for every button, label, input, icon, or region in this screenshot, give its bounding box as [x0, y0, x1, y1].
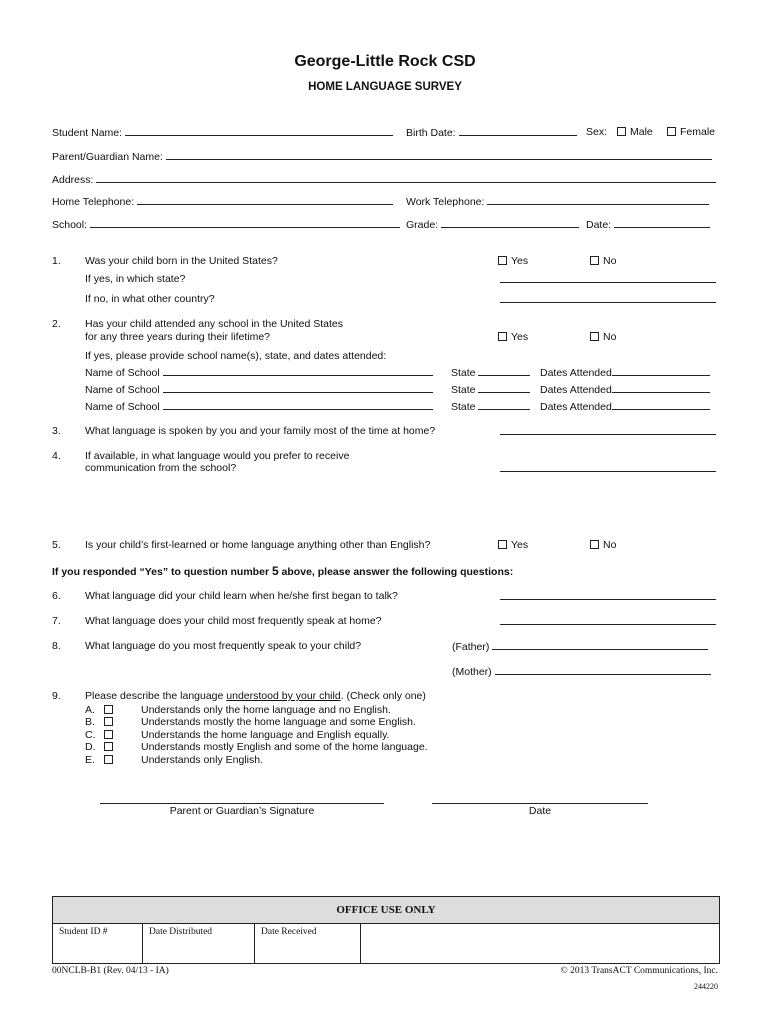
- mother-label: (Mother): [452, 666, 492, 678]
- instruction-text: If you responded “Yes” to question number 5 above, please answer the following questions:: [52, 564, 514, 578]
- q1-sub-state: If yes, in which state?: [85, 273, 186, 285]
- school-field[interactable]: [52, 218, 400, 231]
- checkbox-icon: [104, 730, 113, 739]
- q2-school-row[interactable]: [85, 366, 433, 379]
- q1-no-label: No: [603, 255, 617, 267]
- checkbox-icon: [498, 332, 507, 341]
- q9-number: 9.: [52, 690, 61, 702]
- male-checkbox[interactable]: [617, 126, 653, 138]
- q2-no-label: No: [603, 331, 617, 343]
- checkbox-icon: [498, 256, 507, 265]
- checkbox-icon: [590, 256, 599, 265]
- q1-state-answer[interactable]: [500, 273, 716, 286]
- dates-attended-label: Dates Attended: [540, 384, 612, 396]
- q2-number: 2.: [52, 318, 61, 330]
- q2-yes-checkbox[interactable]: [498, 331, 528, 343]
- dates-attended-label: Dates Attended: [540, 401, 612, 413]
- date-received-cell[interactable]: [255, 924, 361, 963]
- office-use-heading: OFFICE USE ONLY: [53, 897, 719, 924]
- q9-option-letter: C.: [85, 729, 96, 741]
- q8-father-field[interactable]: [452, 640, 708, 653]
- q2-dates-row[interactable]: [540, 400, 710, 413]
- q3-answer[interactable]: [500, 425, 716, 438]
- q9-option-text: Understands only English.: [141, 754, 263, 766]
- q7-answer[interactable]: [500, 615, 716, 628]
- q9-option-text: Understands the home language and English equally.: [141, 729, 390, 741]
- date-distributed-cell[interactable]: [143, 924, 255, 963]
- checkbox-icon: [498, 540, 507, 549]
- q9-option-d-checkbox[interactable]: [104, 741, 117, 753]
- q7-text: What language does your child most frequently speak at home?: [85, 615, 382, 627]
- q4-text-line1: If available, in what language would you prefer to receive: [85, 450, 350, 462]
- parent-signature-label: Parent or Guardian’s Signature: [169, 805, 315, 817]
- student-name-field[interactable]: [52, 126, 393, 139]
- date-field[interactable]: [586, 218, 710, 231]
- q9-option-text: Understands only the home language and no English.: [141, 704, 391, 716]
- q4-text-line2: communication from the school?: [85, 462, 237, 474]
- q9-option-letter: E.: [85, 754, 95, 766]
- q6-text: What language did your child learn when he/she first began to talk?: [85, 590, 398, 602]
- q1-yes-label: Yes: [511, 255, 529, 267]
- date-received-label: Date Received: [261, 927, 317, 937]
- school-name-label: Name of School: [85, 401, 160, 413]
- birth-date-field[interactable]: [406, 126, 577, 139]
- q8-number: 8.: [52, 640, 61, 652]
- q1-country-answer[interactable]: [500, 293, 716, 306]
- q7-number: 7.: [52, 615, 61, 627]
- q9-option-letter: B.: [85, 716, 95, 728]
- state-label: State: [451, 367, 476, 379]
- checkbox-icon: [104, 705, 113, 714]
- checkbox-icon: [590, 332, 599, 341]
- school-name-label: Name of School: [85, 367, 160, 379]
- signature-date-label: Date: [528, 805, 552, 817]
- student-id-cell[interactable]: [53, 924, 143, 963]
- q6-answer[interactable]: [500, 590, 716, 603]
- q2-state-row[interactable]: [451, 366, 530, 379]
- q5-yes-checkbox[interactable]: [498, 539, 528, 551]
- female-checkbox[interactable]: [667, 126, 715, 138]
- sex-label: Sex:: [586, 126, 608, 138]
- q9-option-b-checkbox[interactable]: [104, 716, 117, 728]
- office-use-box: [52, 896, 720, 964]
- checkbox-icon: [617, 127, 626, 136]
- student-name-label: Student Name:: [52, 127, 123, 139]
- q5-text: Is your child’s first-learned or home language anything other than English?: [85, 539, 431, 551]
- q2-school-row[interactable]: [85, 383, 433, 396]
- signature-date-line[interactable]: [432, 793, 648, 804]
- q5-no-label: No: [603, 539, 617, 551]
- q5-no-checkbox[interactable]: [590, 539, 616, 551]
- q5-yes-label: Yes: [511, 539, 529, 551]
- checkbox-icon: [667, 127, 676, 136]
- date-label: Date:: [586, 219, 612, 231]
- q1-number: 1.: [52, 255, 61, 267]
- q9-option-e-checkbox[interactable]: [104, 754, 117, 766]
- q2-yes-label: Yes: [511, 331, 529, 343]
- q2-dates-row[interactable]: [540, 383, 710, 396]
- q3-text: What language is spoken by you and your family most of the time at home?: [85, 425, 436, 437]
- father-label: (Father): [452, 641, 490, 653]
- q2-state-row[interactable]: [451, 400, 530, 413]
- dates-attended-label: Dates Attended: [540, 367, 612, 379]
- q2-school-row[interactable]: [85, 400, 433, 413]
- home-telephone-field[interactable]: [52, 195, 393, 208]
- form-code: 00NCLB-B1 (Rev. 04/13 - IA): [52, 966, 169, 976]
- document-number: 244220: [694, 982, 718, 991]
- q9-option-text: Understands mostly the home language and some English.: [141, 716, 416, 728]
- q2-text-line2: for any three years during their lifetime?: [85, 331, 271, 343]
- checkbox-icon: [104, 755, 113, 764]
- q4-number: 4.: [52, 450, 61, 462]
- q2-state-row[interactable]: [451, 383, 530, 396]
- q9-option-text: Understands mostly English and some of the home language.: [141, 741, 428, 753]
- school-label: School:: [52, 219, 88, 231]
- q8-mother-field[interactable]: [452, 665, 711, 678]
- parent-signature-line[interactable]: [100, 793, 384, 804]
- q8-text: What language do you most frequently speak to your child?: [85, 640, 362, 652]
- work-telephone-label: Work Telephone:: [406, 196, 485, 208]
- q1-text: Was your child born in the United States?: [85, 255, 278, 267]
- male-label: Male: [630, 126, 653, 138]
- form-subtitle: HOME LANGUAGE SURVEY: [308, 81, 462, 93]
- checkbox-icon: [104, 742, 113, 751]
- q1-no-checkbox[interactable]: [590, 255, 616, 267]
- q9-option-c-checkbox[interactable]: [104, 729, 117, 741]
- checkbox-icon: [590, 540, 599, 549]
- work-telephone-field[interactable]: [406, 195, 709, 208]
- q2-text-line1: Has your child attended any school in the United States: [85, 318, 343, 330]
- address-label: Address:: [52, 174, 94, 186]
- q3-number: 3.: [52, 425, 61, 437]
- student-id-label: Student ID #: [59, 927, 108, 937]
- q2-dates-row[interactable]: [540, 366, 710, 379]
- grade-label: Grade:: [406, 219, 439, 231]
- date-distributed-label: Date Distributed: [149, 927, 213, 937]
- q9-option-a-checkbox[interactable]: [104, 704, 117, 716]
- q1-yes-checkbox[interactable]: [498, 255, 528, 267]
- school-name-label: Name of School: [85, 384, 160, 396]
- q1-sub-country: If no, in what other country?: [85, 293, 215, 305]
- address-field[interactable]: [52, 173, 716, 186]
- q9-option-letter: A.: [85, 704, 95, 716]
- q2-no-checkbox[interactable]: [590, 331, 616, 343]
- q2-sub-text: If yes, please provide school name(s), state, and dates attended:: [85, 350, 387, 362]
- parent-guardian-field[interactable]: [52, 150, 712, 163]
- q9-option-letter: D.: [85, 741, 96, 753]
- birth-date-label: Birth Date:: [406, 127, 456, 139]
- copyright: © 2013 TransACT Communications, Inc.: [560, 966, 718, 976]
- q4-answer[interactable]: [500, 462, 716, 475]
- state-label: State: [451, 401, 476, 413]
- parent-guardian-label: Parent/Guardian Name:: [52, 151, 163, 163]
- grade-field[interactable]: [406, 218, 579, 231]
- female-label: Female: [680, 126, 716, 138]
- state-label: State: [451, 384, 476, 396]
- form-title: George-Little Rock CSD: [294, 53, 476, 70]
- home-telephone-label: Home Telephone:: [52, 196, 135, 208]
- q5-number: 5.: [52, 539, 61, 551]
- q6-number: 6.: [52, 590, 61, 602]
- checkbox-icon: [104, 717, 113, 726]
- q9-intro: Please describe the language understood by your child. (Check only one): [85, 690, 426, 702]
